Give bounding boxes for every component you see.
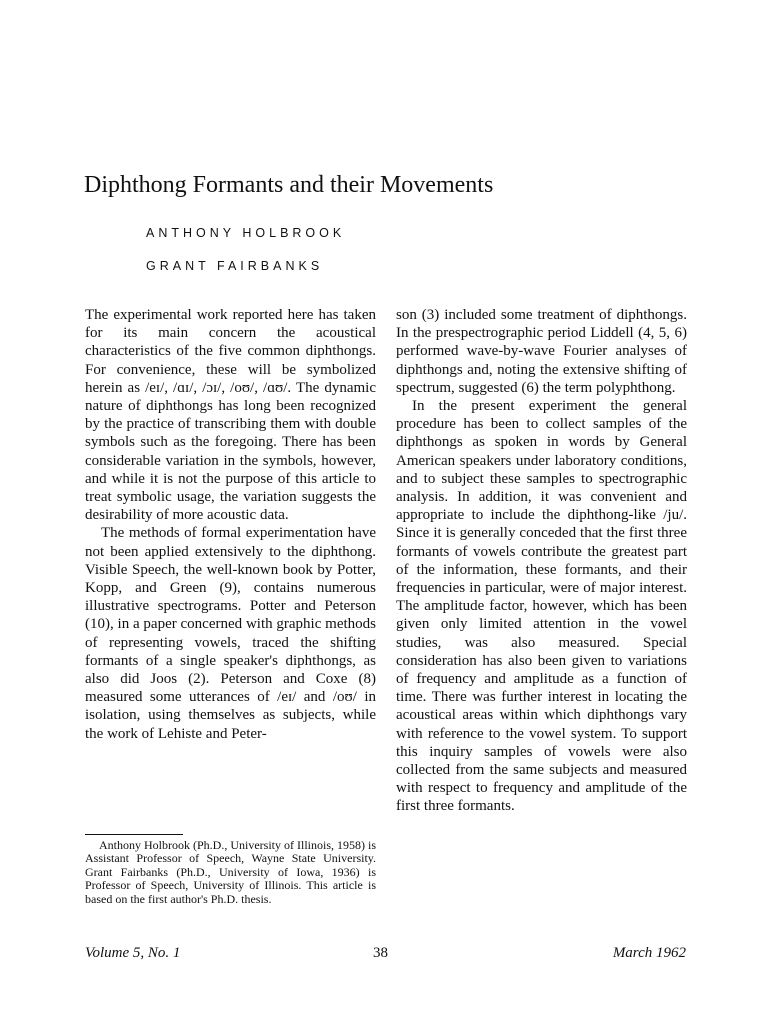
author-name: ANTHONY HOLBROOK xyxy=(146,226,346,240)
paragraph: son (3) included some treatment of diphthongs. In the prespectrographic period Liddell (4, 5, 6) performed wave-by-wave Fourier analyses of diphthongs and, noting the extensive shifting of spectrum, suggested (6) the term polyphthong. xyxy=(396,307,687,396)
page-number: 38 xyxy=(373,945,388,961)
author-name: GRANT FAIRBANKS xyxy=(146,259,324,273)
right-column xyxy=(396,306,687,816)
paragraph: In the present experiment the general procedure has been to collect samples of the diphthongs as spoken in words by General American speakers under laboratory conditions, and to subject these samples to spectrographic analysis. In addition, it was convenient and appropriate to include the diphthong-like /ju/. Since it is generally conceded that the first three formants of vowels contribute the greatest part of the information, these formants, and their frequencies in particular, were of major interest. The amplitude factor, however, which has been given only limited attention in the vowel studies, was also measured. Special consideration has also been given to variations of frequency and amplitude as a function of time. There was further interest in locating the acoustical areas within which diphthongs vary with reference to the vowel system. To support this inquiry samples of vowels were also collected from the same subjects and measured with respect to frequency and amplitude of the first three formants. xyxy=(396,398,687,815)
issue-date: March 1962 xyxy=(612,945,686,961)
paragraph: The experimental work reported here has taken for its main concern the acoustical characteristics of the five common diphthongs. For convenience, these will be symbolized herein as /eɪ/, /ɑɪ/, /ɔɪ/, /oʊ/, /ɑʊ/. The dynamic nature of diphthongs has long been recognized by the practice of transcribing them with double symbols such as the foregoing. There has been considerable variation in the symbols, however, and while it is not the purpose of this article to treat symbolic usage, the variation suggests the desirability of more acoustic data. xyxy=(85,307,376,524)
footnote-divider xyxy=(85,834,183,835)
left-column xyxy=(85,306,376,743)
journal-volume: Volume 5, No. 1 xyxy=(85,945,181,961)
author-footnote: Anthony Holbrook (Ph.D., University of Illinois, 1958) is Assistant Professor of Speech, Wayne State University. Grant Fairbanks (Ph.D., University of Iowa, 1936) is Professor of Speech, University of Illinois. This article is based on the first author's Ph.D. thesis. xyxy=(85,838,376,906)
article-title: Diphthong Formants and their Movements xyxy=(84,172,494,198)
paragraph: The methods of formal experimentation have not been applied extensively to the diphthong. Visible Speech, the well-known book by Potter, Kopp, and Green (9), contains numerous illustrative spectrograms. Potter and Peterson (10), in a paper concerned with graphic methods of representing vowels, traced the shifting formants of a single speaker's diphthongs, as also did Joos (2). Peterson and Coxe (8) measured some utterances of /eɪ/ and /oʊ/ in isolation, using themselves as subjects, while the work of Lehiste and Peter- xyxy=(85,525,376,742)
